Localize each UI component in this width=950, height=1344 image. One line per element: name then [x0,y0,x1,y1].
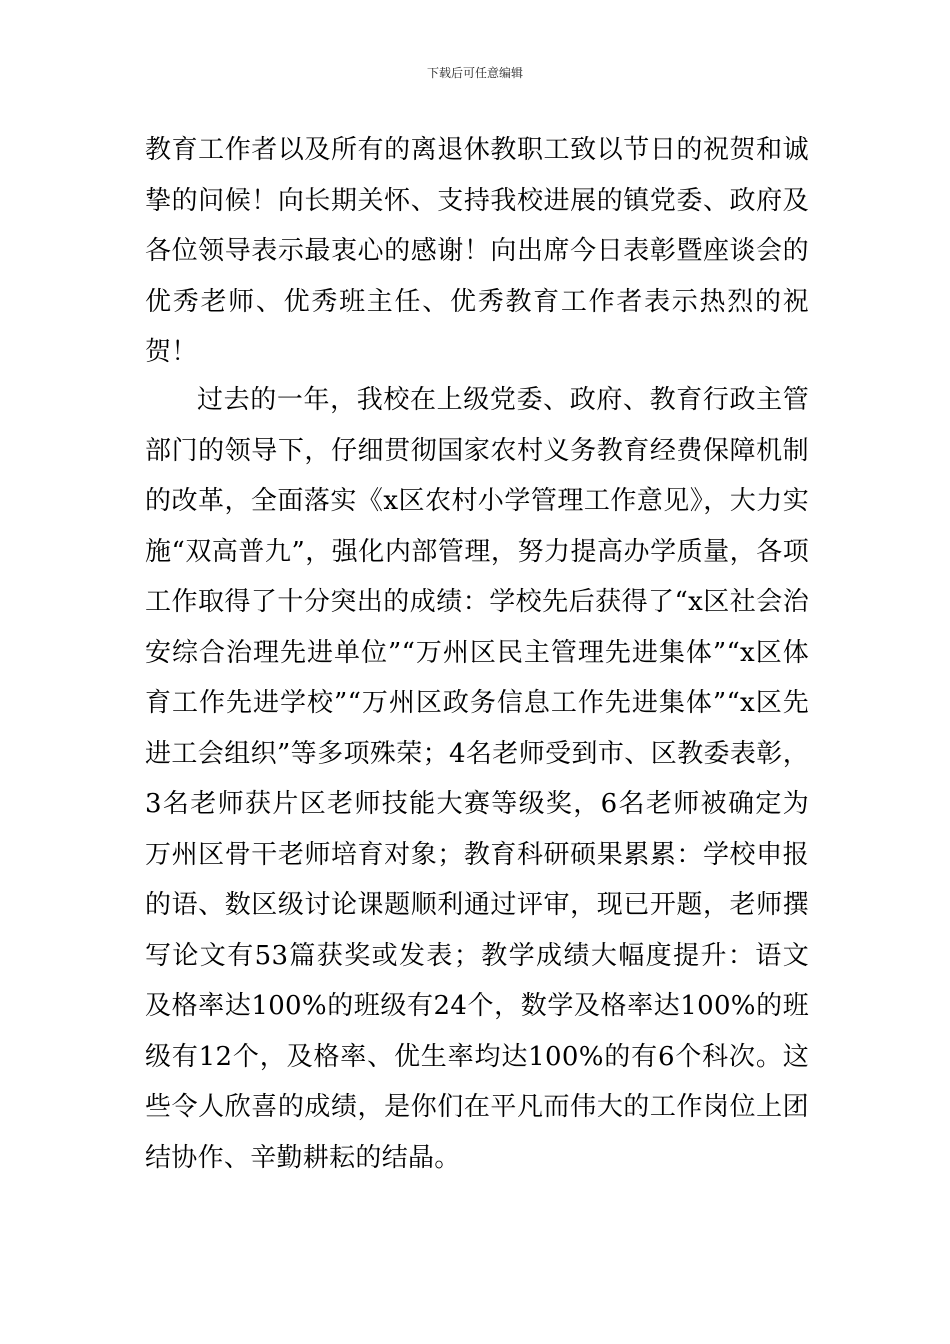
page-header: 下载后可任意编辑 [426,66,523,80]
paragraph-achievements: 过去的一年，我校在上级党委、政府、教育行政主管部门的领导下，仔细贯彻国家农村义务教育经费保障机制的改革，全面落实《x区农村小学管理工作意见》，大力实施“双高普九”，强化内部管理，努力提高办学质量，各项工作取得了十分突出的成绩：学校先后获得了“x区社会治安综合治理先进单位”“万州区民主管理先进集体”“x区体育工作先进学校”“万州区政务信息工作先进集体”“x区先进工会组织”等多项殊荣；4名老师受到市、区教委表彰，3名老师获片区老师技能大赛等级奖，6名老师被确定为万州区骨干老师培育对象；教育科研硕果累累：学校申报的语、数区级讨论课题顺利通过评审，现已开题，老师撰写论文有53篇获奖或发表；教学成绩大幅度提升：语文及格率达100%的班级有24个，数学及格率达100%的班级有12个，及格率、优生率均达100%的有6个科次。这些令人欣喜的成绩，是你们在平凡而伟大的工作岗位上团结协作、辛勤耕耘的结晶。 [145,385,809,1173]
paragraph-greetings: 教育工作者以及所有的离退休教职工致以节日的祝贺和诚挚的问候！向长期关怀、支持我校进展的镇党委、政府及各位领导表示最衷心的感谢！向出席今日表彰暨座谈会的优秀老师、优秀班主任、优秀教育工作者表示热烈的祝贺！ [145,135,809,367]
